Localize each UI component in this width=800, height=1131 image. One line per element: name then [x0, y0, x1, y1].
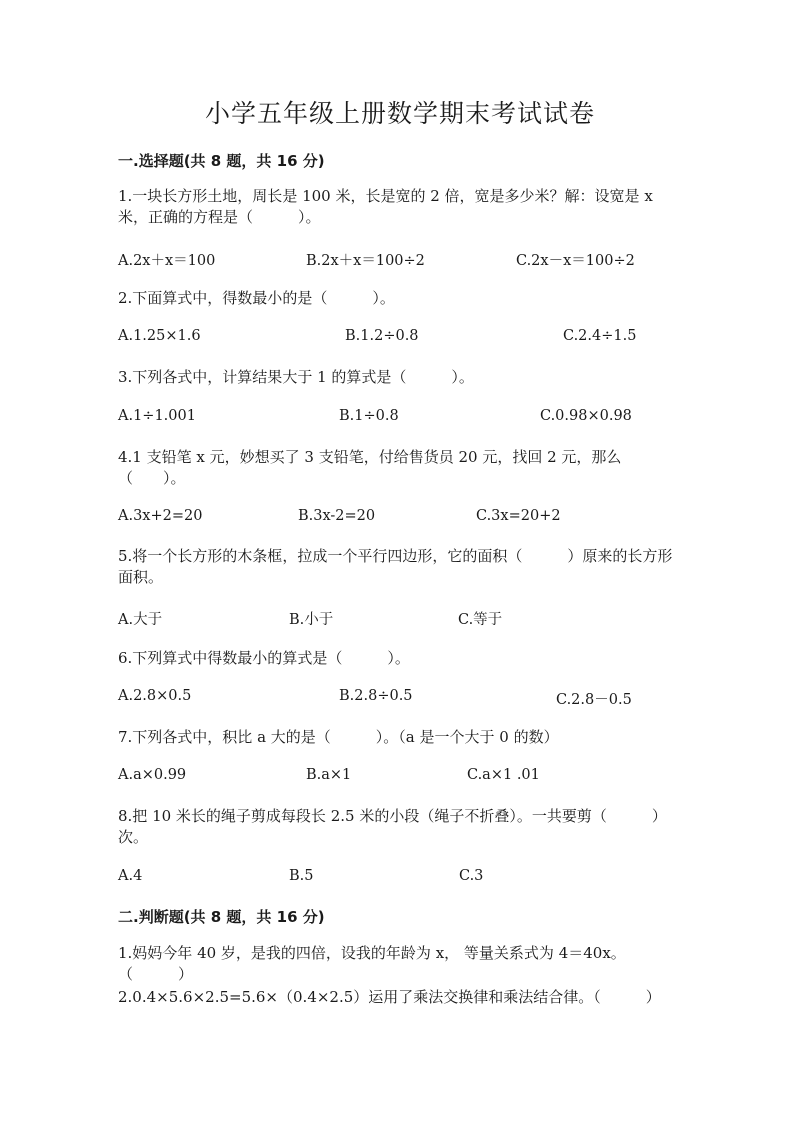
option-b: B.5: [289, 868, 314, 884]
question-text: 7.下列各式中，积比 a 大的是（ ）。（a 是一个大于 0 的数）: [118, 728, 559, 746]
question-text: 6.下列算式中得数最小的算式是（ ）。: [118, 649, 410, 667]
option-a: A.3x+2=20: [118, 508, 203, 524]
option-b: B.小于: [289, 612, 334, 628]
option-c: C.2x－x＝100÷2: [516, 253, 635, 269]
option-c: C.等于: [458, 612, 503, 628]
question-text: 2.下面算式中，得数最小的是（ ）。: [118, 289, 395, 307]
option-c: C.0.98×0.98: [540, 408, 632, 424]
option-b: B.2x＋x＝100÷2: [306, 253, 425, 269]
question-text: 8.把 10 米长的绳子剪成每段长 2.5 米的小段（绳子不折叠）。一共要剪（ ）次。: [118, 807, 667, 846]
option-a: A.1.25×1.6: [118, 328, 201, 344]
page-title: 小学五年级上册数学期末考试试卷: [204, 99, 595, 128]
option-b: B.1.2÷0.8: [345, 328, 419, 344]
option-c: C.3: [459, 868, 484, 884]
judgement-question-text: 1.妈妈今年 40 岁，是我的四倍，设我的年龄为 x， 等量关系式为 4＝40x。（ ）: [118, 944, 626, 983]
option-a: A.2x＋x＝100: [118, 253, 216, 269]
option-a: A.2.8×0.5: [118, 688, 192, 704]
option-a: A.4: [118, 868, 143, 884]
question-text: 1.一块长方形土地，周长是 100 米，长是宽的 2 倍，宽是多少米？解：设宽是 x 米，正确的方程是（ ）。: [118, 187, 653, 226]
option-a: A.1÷1.001: [118, 408, 196, 424]
section-heading-choice: 一.选择题(共 8 题，共 16 分): [118, 152, 325, 170]
question-text: 4.1 支铅笔 x 元，妙想买了 3 支铅笔，付给售货员 20 元，找回 2 元，那么（ ）。: [118, 448, 622, 487]
option-c: C.2.8－0.5: [556, 692, 632, 708]
section-heading-judgement: 二.判断题(共 8 题，共 16 分): [118, 908, 325, 926]
judgement-question-text: 2.0.4×5.6×2.5=5.6×（0.4×2.5）运用了乘法交换律和乘法结合律。（ ）: [118, 988, 661, 1006]
option-a: A.大于: [118, 612, 163, 628]
question-text: 5.将一个长方形的木条框，拉成一个平行四边形，它的面积（ ）原来的长方形面积。: [118, 547, 673, 586]
option-c: C.2.4÷1.5: [563, 328, 637, 344]
option-a: A.a×0.99: [118, 767, 187, 783]
option-b: B.2.8÷0.5: [339, 688, 413, 704]
question-text: 3.下列各式中，计算结果大于 1 的算式是（ ）。: [118, 368, 474, 386]
option-b: B.1÷0.8: [339, 408, 399, 424]
option-b: B.a×1: [306, 767, 352, 783]
option-c: C.3x=20+2: [476, 508, 561, 524]
option-b: B.3x-2=20: [298, 508, 376, 524]
option-c: C.a×1 .01: [467, 767, 540, 783]
